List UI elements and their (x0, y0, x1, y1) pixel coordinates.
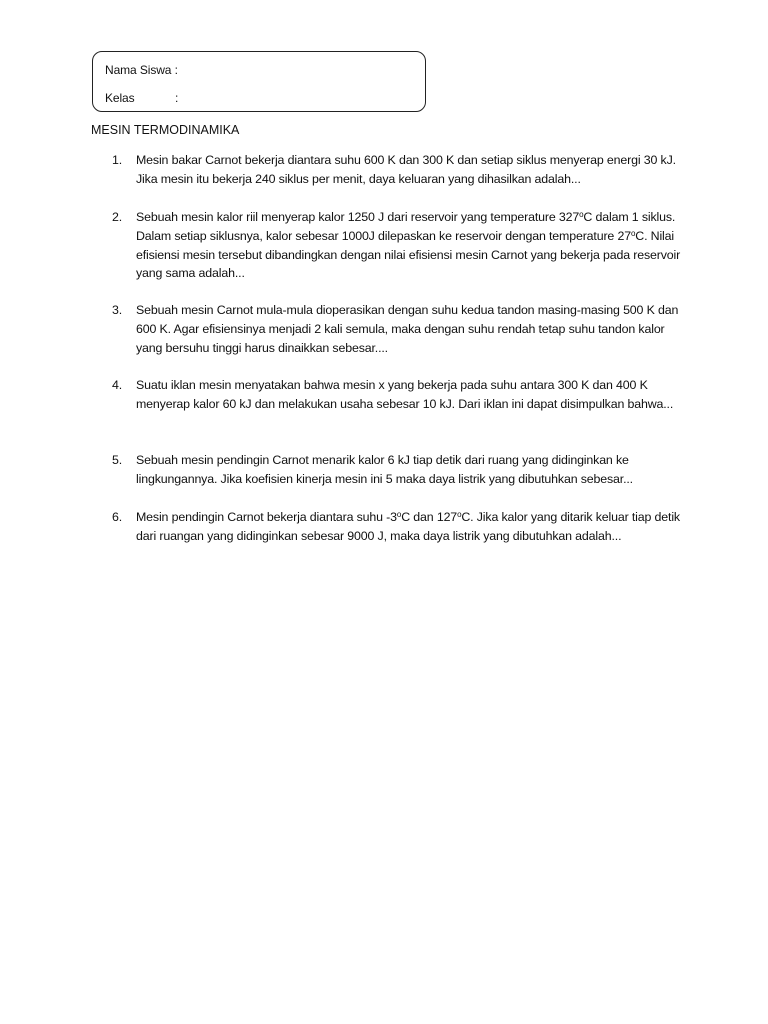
question-number: 5. (112, 453, 123, 467)
question-number: 6. (112, 510, 123, 524)
question-text: Mesin bakar Carnot bekerja diantara suhu 600 K dan 300 K dan setiap siklus menyerap energi 30 kJ. Jika mesin itu bekerja 240 siklus per menit, daya keluaran yang dihasilkan adalah... (136, 153, 676, 186)
question-item (112, 508, 682, 546)
question-item (112, 208, 682, 283)
question-text: Suatu iklan mesin menyatakan bahwa mesin x yang bekerja pada suhu antara 300 K dan 400 K menyerap kalor 60 kJ dan melakukan usaha sebesar 10 kJ. Dari iklan ini dapat disimpulkan bahwa... (136, 378, 674, 411)
question-number: 1. (112, 153, 123, 167)
question-number: 2. (112, 210, 123, 224)
question-text: Mesin pendingin Carnot bekerja diantara suhu -3$^o$C dan 127$^o$C. Jika kalor yang ditarik keluar tiap detik dari ruangan yang didinginkan sebesar 9000 J, maka daya listrik yang dibutuhkan adalah... (136, 510, 680, 543)
student-name-row (105, 63, 178, 77)
question-item (112, 376, 682, 414)
class-row (105, 91, 178, 105)
question-text: Sebuah mesin Carnot mula-mula dioperasikan dengan suhu kedua tandon masing-masing 500 K dan 600 K. Agar efisiensinya menjadi 2 kali semula, maka dengan suhu rendah tetap suhu tandon kalor yang bersuhu tinggi harus dinaikkan sebesar.... (136, 303, 679, 355)
question-item (112, 301, 682, 357)
student-info-box (92, 51, 426, 112)
question-number: 4. (112, 378, 123, 392)
class-colon: : (175, 91, 179, 105)
question-number: 3. (112, 303, 123, 317)
student-name-label: Nama Siswa : (105, 63, 178, 77)
question-text: Sebuah mesin pendingin Carnot menarik kalor 6 kJ tiap detik dari ruang yang didinginkan ke lingkungannya. Jika koefisien kinerja mesin ini 5 maka daya listrik yang dibutuhkan sebesar... (136, 453, 633, 486)
question-item (112, 451, 682, 489)
question-item (112, 151, 682, 189)
page-title: MESIN TERMODINAMIKA (91, 123, 240, 137)
question-text: Sebuah mesin kalor riil menyerap kalor 1250 J dari reservoir yang temperature 327$^o$C dalam 1 siklus. Dalam setiap siklusnya, kalor sebesar 1000J dilepaskan ke reservoir dengan temperature 27$^o$C. Nilai efisiensi mesin tersebut dibandingkan dengan nilai efisiensi mesin Carnot yang bekerja pada reservoir yang sama adalah... (136, 210, 681, 281)
class-label: Kelas (105, 91, 135, 105)
